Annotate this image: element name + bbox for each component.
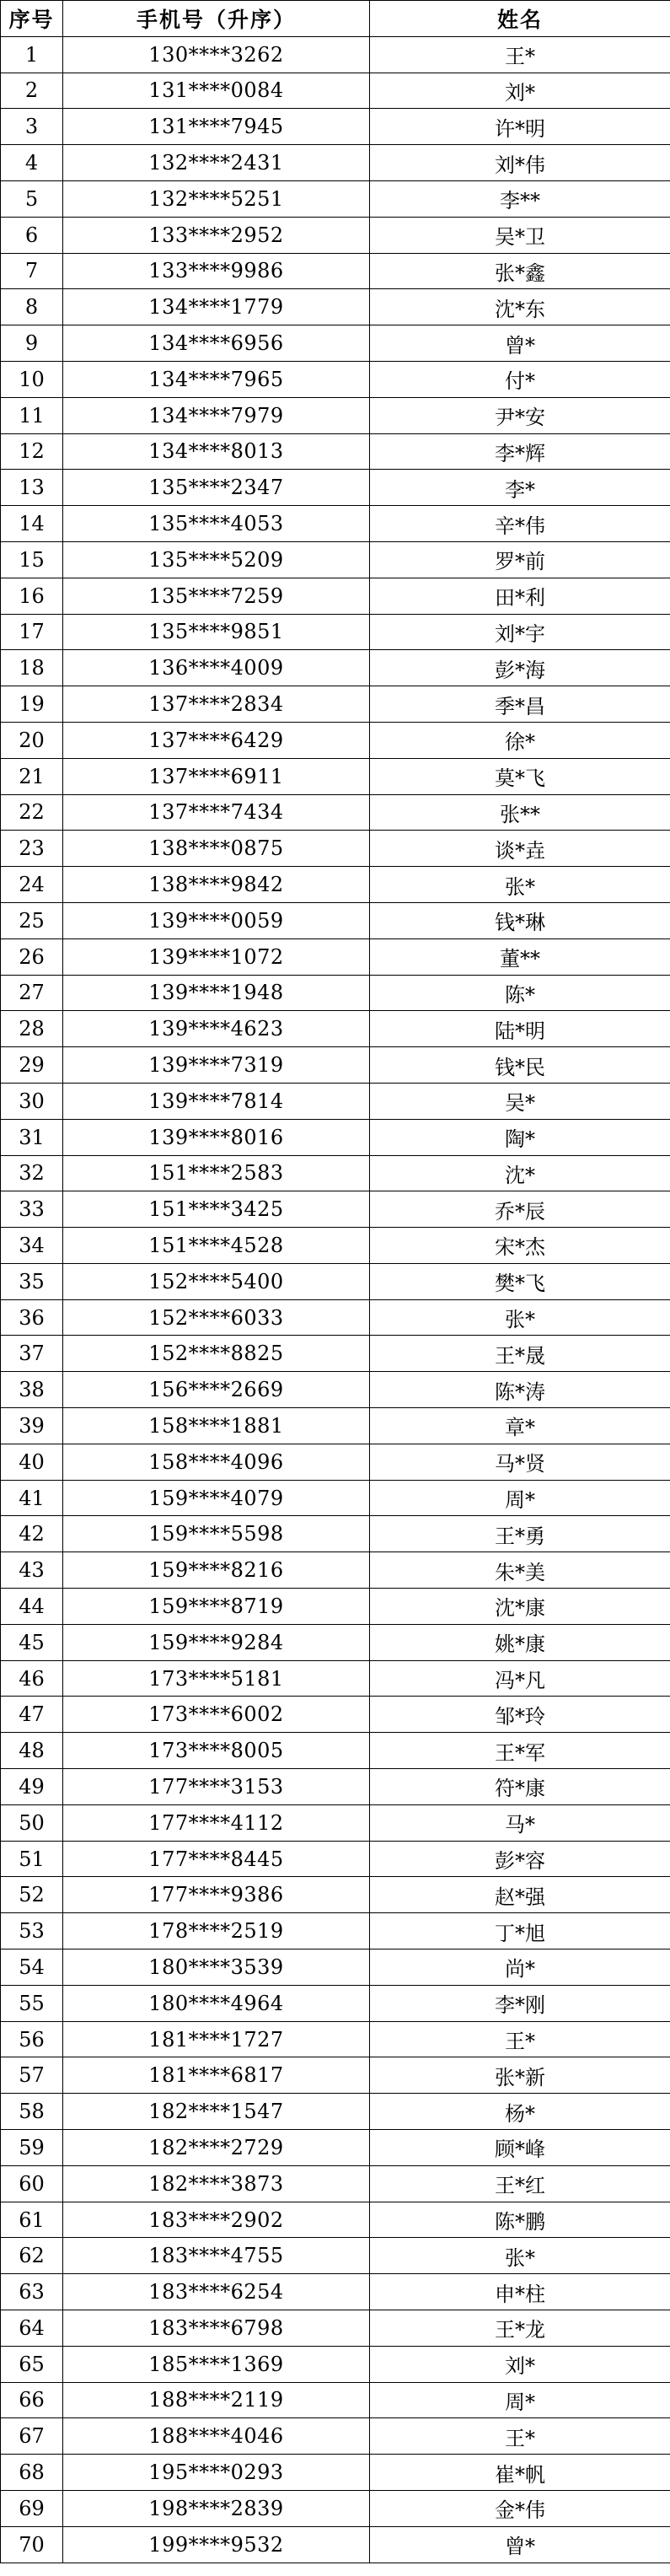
table-row xyxy=(1,1083,670,1119)
cell-phone: 135****5209 xyxy=(63,541,370,578)
table-row xyxy=(1,36,670,73)
table-row xyxy=(1,2238,670,2274)
column-header-index: 序号 xyxy=(1,1,63,37)
cell-name: 彭*海 xyxy=(370,650,670,686)
cell-phone: 152****5400 xyxy=(63,1263,370,1299)
cell-index: 9 xyxy=(1,325,63,362)
table-row xyxy=(1,686,670,723)
cell-name: 符*康 xyxy=(370,1769,670,1805)
cell-phone: 182****1547 xyxy=(63,2094,370,2130)
table-row xyxy=(1,361,670,397)
cell-name: 曾* xyxy=(370,325,670,362)
cell-index: 25 xyxy=(1,902,63,938)
cell-name: 彭*容 xyxy=(370,1841,670,1877)
cell-name: 钱*琳 xyxy=(370,902,670,938)
cell-name: 王* xyxy=(370,2418,670,2455)
table-row xyxy=(1,2021,670,2057)
cell-index: 33 xyxy=(1,1191,63,1228)
cell-name: 周* xyxy=(370,1480,670,1516)
cell-phone: 130****3262 xyxy=(63,36,370,73)
cell-name: 刘*宇 xyxy=(370,614,670,650)
table-row xyxy=(1,902,670,938)
cell-phone: 135****7259 xyxy=(63,578,370,614)
cell-index: 54 xyxy=(1,1949,63,1986)
table-row xyxy=(1,1552,670,1589)
cell-phone: 158****4096 xyxy=(63,1444,370,1480)
cell-phone: 173****6002 xyxy=(63,1697,370,1733)
cell-index: 51 xyxy=(1,1841,63,1877)
cell-phone: 181****1727 xyxy=(63,2021,370,2057)
cell-phone: 182****3873 xyxy=(63,2165,370,2202)
cell-name: 曾* xyxy=(370,2526,670,2563)
cell-name: 杨* xyxy=(370,2094,670,2130)
cell-phone: 131****7945 xyxy=(63,109,370,145)
cell-phone: 199****9532 xyxy=(63,2526,370,2563)
cell-phone: 183****6798 xyxy=(63,2310,370,2347)
table-row xyxy=(1,1985,670,2021)
cell-phone: 188****2119 xyxy=(63,2382,370,2418)
table-row xyxy=(1,1697,670,1733)
cell-index: 45 xyxy=(1,1624,63,1660)
cell-phone: 151****4528 xyxy=(63,1228,370,1264)
cell-name: 乔*辰 xyxy=(370,1191,670,1228)
cell-index: 20 xyxy=(1,722,63,758)
table-row xyxy=(1,1733,670,1769)
cell-index: 39 xyxy=(1,1408,63,1444)
table-row xyxy=(1,2490,670,2526)
cell-index: 44 xyxy=(1,1589,63,1625)
cell-index: 69 xyxy=(1,2490,63,2526)
column-header-phone: 手机号（升序） xyxy=(63,1,370,37)
table-row xyxy=(1,1228,670,1264)
cell-phone: 134****7979 xyxy=(63,397,370,433)
cell-index: 37 xyxy=(1,1336,63,1372)
cell-phone: 135****4053 xyxy=(63,506,370,542)
cell-phone: 139****0059 xyxy=(63,902,370,938)
table-row xyxy=(1,2382,670,2418)
cell-phone: 195****0293 xyxy=(63,2455,370,2491)
cell-index: 70 xyxy=(1,2526,63,2563)
table-row xyxy=(1,1877,670,1913)
cell-name: 徐* xyxy=(370,722,670,758)
cell-phone: 180****3539 xyxy=(63,1949,370,1986)
cell-index: 53 xyxy=(1,1913,63,1949)
table-row xyxy=(1,975,670,1011)
cell-name: 钱*民 xyxy=(370,1047,670,1084)
cell-name: 王*勇 xyxy=(370,1516,670,1552)
cell-index: 68 xyxy=(1,2455,63,2491)
cell-name: 尹*安 xyxy=(370,397,670,433)
cell-name: 沈* xyxy=(370,1155,670,1191)
cell-name: 张* xyxy=(370,1299,670,1336)
cell-phone: 139****4623 xyxy=(63,1011,370,1047)
cell-phone: 156****2669 xyxy=(63,1372,370,1408)
table-row xyxy=(1,1011,670,1047)
cell-name: 张* xyxy=(370,867,670,903)
cell-name: 姚*康 xyxy=(370,1624,670,1660)
cell-phone: 183****4755 xyxy=(63,2238,370,2274)
cell-name: 李*辉 xyxy=(370,433,670,470)
cell-name: 朱*美 xyxy=(370,1552,670,1589)
cell-index: 24 xyxy=(1,867,63,903)
table-row xyxy=(1,109,670,145)
table-row xyxy=(1,1589,670,1625)
cell-index: 3 xyxy=(1,109,63,145)
cell-name: 周* xyxy=(370,2382,670,2418)
cell-name: 顾*峰 xyxy=(370,2130,670,2166)
cell-phone: 151****3425 xyxy=(63,1191,370,1228)
cell-index: 31 xyxy=(1,1119,63,1155)
cell-name: 樊*飞 xyxy=(370,1263,670,1299)
table-row xyxy=(1,289,670,325)
cell-phone: 132****2431 xyxy=(63,145,370,181)
cell-index: 32 xyxy=(1,1155,63,1191)
cell-name: 吴* xyxy=(370,1083,670,1119)
cell-name: 张*鑫 xyxy=(370,253,670,289)
cell-name: 罗*前 xyxy=(370,541,670,578)
cell-index: 15 xyxy=(1,541,63,578)
table-row xyxy=(1,506,670,542)
cell-phone: 139****1948 xyxy=(63,975,370,1011)
table-row xyxy=(1,578,670,614)
cell-index: 2 xyxy=(1,73,63,109)
cell-phone: 177****4112 xyxy=(63,1804,370,1841)
cell-index: 42 xyxy=(1,1516,63,1552)
cell-name: 张* xyxy=(370,2238,670,2274)
cell-name: 陶* xyxy=(370,1119,670,1155)
table-row xyxy=(1,433,670,470)
cell-name: 刘*伟 xyxy=(370,145,670,181)
cell-name: 李** xyxy=(370,180,670,217)
cell-index: 59 xyxy=(1,2130,63,2166)
table-row xyxy=(1,2057,670,2094)
cell-phone: 138****9842 xyxy=(63,867,370,903)
cell-index: 28 xyxy=(1,1011,63,1047)
cell-index: 62 xyxy=(1,2238,63,2274)
cell-phone: 152****6033 xyxy=(63,1299,370,1336)
cell-name: 李*刚 xyxy=(370,1985,670,2021)
table-row xyxy=(1,73,670,109)
cell-index: 12 xyxy=(1,433,63,470)
cell-name: 季*昌 xyxy=(370,686,670,723)
cell-index: 21 xyxy=(1,758,63,794)
table-body xyxy=(1,36,670,2563)
cell-index: 4 xyxy=(1,145,63,181)
table-row xyxy=(1,831,670,867)
cell-index: 5 xyxy=(1,180,63,217)
cell-phone: 182****2729 xyxy=(63,2130,370,2166)
cell-name: 董** xyxy=(370,938,670,975)
cell-name: 张** xyxy=(370,794,670,831)
cell-phone: 159****4079 xyxy=(63,1480,370,1516)
cell-name: 田*利 xyxy=(370,578,670,614)
cell-index: 7 xyxy=(1,253,63,289)
table-row xyxy=(1,1372,670,1408)
cell-index: 56 xyxy=(1,2021,63,2057)
table-row xyxy=(1,1913,670,1949)
cell-index: 16 xyxy=(1,578,63,614)
table-row xyxy=(1,1949,670,1986)
table-row xyxy=(1,1444,670,1480)
cell-phone: 151****2583 xyxy=(63,1155,370,1191)
cell-phone: 134****8013 xyxy=(63,433,370,470)
table-row xyxy=(1,2455,670,2491)
cell-name: 王* xyxy=(370,2021,670,2057)
cell-name: 崔*帆 xyxy=(370,2455,670,2491)
cell-index: 19 xyxy=(1,686,63,723)
cell-phone: 139****8016 xyxy=(63,1119,370,1155)
cell-phone: 133****9986 xyxy=(63,253,370,289)
cell-name: 王*晟 xyxy=(370,1336,670,1372)
cell-phone: 173****5181 xyxy=(63,1660,370,1697)
cell-index: 35 xyxy=(1,1263,63,1299)
cell-name: 丁*旭 xyxy=(370,1913,670,1949)
cell-name: 许*明 xyxy=(370,109,670,145)
cell-index: 14 xyxy=(1,506,63,542)
cell-index: 50 xyxy=(1,1804,63,1841)
table-row xyxy=(1,1624,670,1660)
cell-index: 26 xyxy=(1,938,63,975)
table-row xyxy=(1,1480,670,1516)
table-row xyxy=(1,2130,670,2166)
cell-name: 刘* xyxy=(370,2346,670,2382)
table-row xyxy=(1,470,670,506)
table-row xyxy=(1,217,670,253)
table-row xyxy=(1,541,670,578)
cell-index: 67 xyxy=(1,2418,63,2455)
cell-name: 王*龙 xyxy=(370,2310,670,2347)
cell-name: 付* xyxy=(370,361,670,397)
cell-phone: 152****8825 xyxy=(63,1336,370,1372)
table-row xyxy=(1,2346,670,2382)
table-row xyxy=(1,1263,670,1299)
cell-name: 宋*杰 xyxy=(370,1228,670,1264)
table-row xyxy=(1,2310,670,2347)
cell-name: 吴*卫 xyxy=(370,217,670,253)
cell-index: 38 xyxy=(1,1372,63,1408)
cell-phone: 177****3153 xyxy=(63,1769,370,1805)
cell-name: 沈*东 xyxy=(370,289,670,325)
cell-phone: 159****8719 xyxy=(63,1589,370,1625)
cell-name: 辛*伟 xyxy=(370,506,670,542)
table-row xyxy=(1,1336,670,1372)
cell-name: 沈*康 xyxy=(370,1589,670,1625)
table-row xyxy=(1,2094,670,2130)
table-row xyxy=(1,722,670,758)
cell-index: 61 xyxy=(1,2202,63,2238)
cell-index: 49 xyxy=(1,1769,63,1805)
cell-name: 陆*明 xyxy=(370,1011,670,1047)
table-row xyxy=(1,2526,670,2563)
table-row xyxy=(1,2274,670,2310)
cell-phone: 134****7965 xyxy=(63,361,370,397)
cell-index: 41 xyxy=(1,1480,63,1516)
cell-name: 金*伟 xyxy=(370,2490,670,2526)
cell-phone: 185****1369 xyxy=(63,2346,370,2382)
cell-index: 13 xyxy=(1,470,63,506)
table-row xyxy=(1,1804,670,1841)
cell-phone: 173****8005 xyxy=(63,1733,370,1769)
cell-name: 马*贤 xyxy=(370,1444,670,1480)
cell-index: 17 xyxy=(1,614,63,650)
table-row xyxy=(1,614,670,650)
cell-index: 65 xyxy=(1,2346,63,2382)
table-row xyxy=(1,145,670,181)
cell-name: 王*军 xyxy=(370,1733,670,1769)
cell-phone: 138****0875 xyxy=(63,831,370,867)
cell-index: 58 xyxy=(1,2094,63,2130)
table-row xyxy=(1,1516,670,1552)
cell-name: 谈*垚 xyxy=(370,831,670,867)
cell-name: 尚* xyxy=(370,1949,670,1986)
cell-name: 莫*飞 xyxy=(370,758,670,794)
table-header xyxy=(1,1,670,37)
cell-name: 申*柱 xyxy=(370,2274,670,2310)
cell-index: 22 xyxy=(1,794,63,831)
table-row xyxy=(1,1119,670,1155)
cell-phone: 133****2952 xyxy=(63,217,370,253)
cell-name: 邹*玲 xyxy=(370,1697,670,1733)
cell-index: 43 xyxy=(1,1552,63,1589)
cell-phone: 158****1881 xyxy=(63,1408,370,1444)
cell-index: 10 xyxy=(1,361,63,397)
table-row xyxy=(1,1155,670,1191)
cell-name: 张*新 xyxy=(370,2057,670,2094)
cell-phone: 136****4009 xyxy=(63,650,370,686)
table-row xyxy=(1,397,670,433)
cell-name: 刘* xyxy=(370,73,670,109)
cell-phone: 183****6254 xyxy=(63,2274,370,2310)
cell-index: 30 xyxy=(1,1083,63,1119)
cell-index: 36 xyxy=(1,1299,63,1336)
cell-phone: 180****4964 xyxy=(63,1985,370,2021)
cell-index: 60 xyxy=(1,2165,63,2202)
cell-index: 57 xyxy=(1,2057,63,2094)
cell-phone: 131****0084 xyxy=(63,73,370,109)
cell-index: 34 xyxy=(1,1228,63,1264)
cell-phone: 177****8445 xyxy=(63,1841,370,1877)
table-row xyxy=(1,253,670,289)
cell-index: 23 xyxy=(1,831,63,867)
cell-index: 8 xyxy=(1,289,63,325)
cell-phone: 159****5598 xyxy=(63,1516,370,1552)
cell-index: 47 xyxy=(1,1697,63,1733)
cell-phone: 137****6911 xyxy=(63,758,370,794)
table-row xyxy=(1,2418,670,2455)
cell-index: 66 xyxy=(1,2382,63,2418)
cell-phone: 134****6956 xyxy=(63,325,370,362)
cell-index: 27 xyxy=(1,975,63,1011)
cell-phone: 139****7319 xyxy=(63,1047,370,1084)
cell-index: 52 xyxy=(1,1877,63,1913)
cell-index: 18 xyxy=(1,650,63,686)
cell-name: 王* xyxy=(370,36,670,73)
cell-phone: 177****9386 xyxy=(63,1877,370,1913)
cell-name: 章* xyxy=(370,1408,670,1444)
table-row xyxy=(1,1841,670,1877)
cell-phone: 139****7814 xyxy=(63,1083,370,1119)
cell-phone: 183****2902 xyxy=(63,2202,370,2238)
cell-name: 陈* xyxy=(370,975,670,1011)
cell-phone: 137****6429 xyxy=(63,722,370,758)
table-row xyxy=(1,1660,670,1697)
cell-phone: 181****6817 xyxy=(63,2057,370,2094)
table-row xyxy=(1,794,670,831)
cell-phone: 159****9284 xyxy=(63,1624,370,1660)
cell-phone: 135****9851 xyxy=(63,614,370,650)
table-row xyxy=(1,1191,670,1228)
cell-index: 1 xyxy=(1,36,63,73)
cell-name: 赵*强 xyxy=(370,1877,670,1913)
cell-phone: 134****1779 xyxy=(63,289,370,325)
cell-name: 冯*凡 xyxy=(370,1660,670,1697)
cell-index: 46 xyxy=(1,1660,63,1697)
table-row xyxy=(1,1047,670,1084)
cell-name: 李* xyxy=(370,470,670,506)
table-row xyxy=(1,180,670,217)
cell-phone: 135****2347 xyxy=(63,470,370,506)
table-row xyxy=(1,650,670,686)
table-row xyxy=(1,1408,670,1444)
cell-index: 6 xyxy=(1,217,63,253)
cell-phone: 137****7434 xyxy=(63,794,370,831)
cell-phone: 132****5251 xyxy=(63,180,370,217)
table-row xyxy=(1,325,670,362)
cell-phone: 139****1072 xyxy=(63,938,370,975)
table-row xyxy=(1,938,670,975)
cell-index: 63 xyxy=(1,2274,63,2310)
cell-phone: 159****8216 xyxy=(63,1552,370,1589)
cell-phone: 137****2834 xyxy=(63,686,370,723)
cell-index: 48 xyxy=(1,1733,63,1769)
cell-name: 陈*鹏 xyxy=(370,2202,670,2238)
column-header-name: 姓名 xyxy=(370,1,670,37)
cell-phone: 198****2839 xyxy=(63,2490,370,2526)
cell-index: 40 xyxy=(1,1444,63,1480)
table-row xyxy=(1,758,670,794)
header-row xyxy=(1,1,670,37)
cell-phone: 178****2519 xyxy=(63,1913,370,1949)
cell-name: 陈*涛 xyxy=(370,1372,670,1408)
cell-phone: 188****4046 xyxy=(63,2418,370,2455)
cell-index: 64 xyxy=(1,2310,63,2347)
cell-name: 王*红 xyxy=(370,2165,670,2202)
cell-index: 29 xyxy=(1,1047,63,1084)
cell-index: 55 xyxy=(1,1985,63,2021)
table-row xyxy=(1,2202,670,2238)
table-row xyxy=(1,1299,670,1336)
cell-name: 马* xyxy=(370,1804,670,1841)
table-row xyxy=(1,2165,670,2202)
table-row xyxy=(1,867,670,903)
table-row xyxy=(1,1769,670,1805)
cell-index: 11 xyxy=(1,397,63,433)
